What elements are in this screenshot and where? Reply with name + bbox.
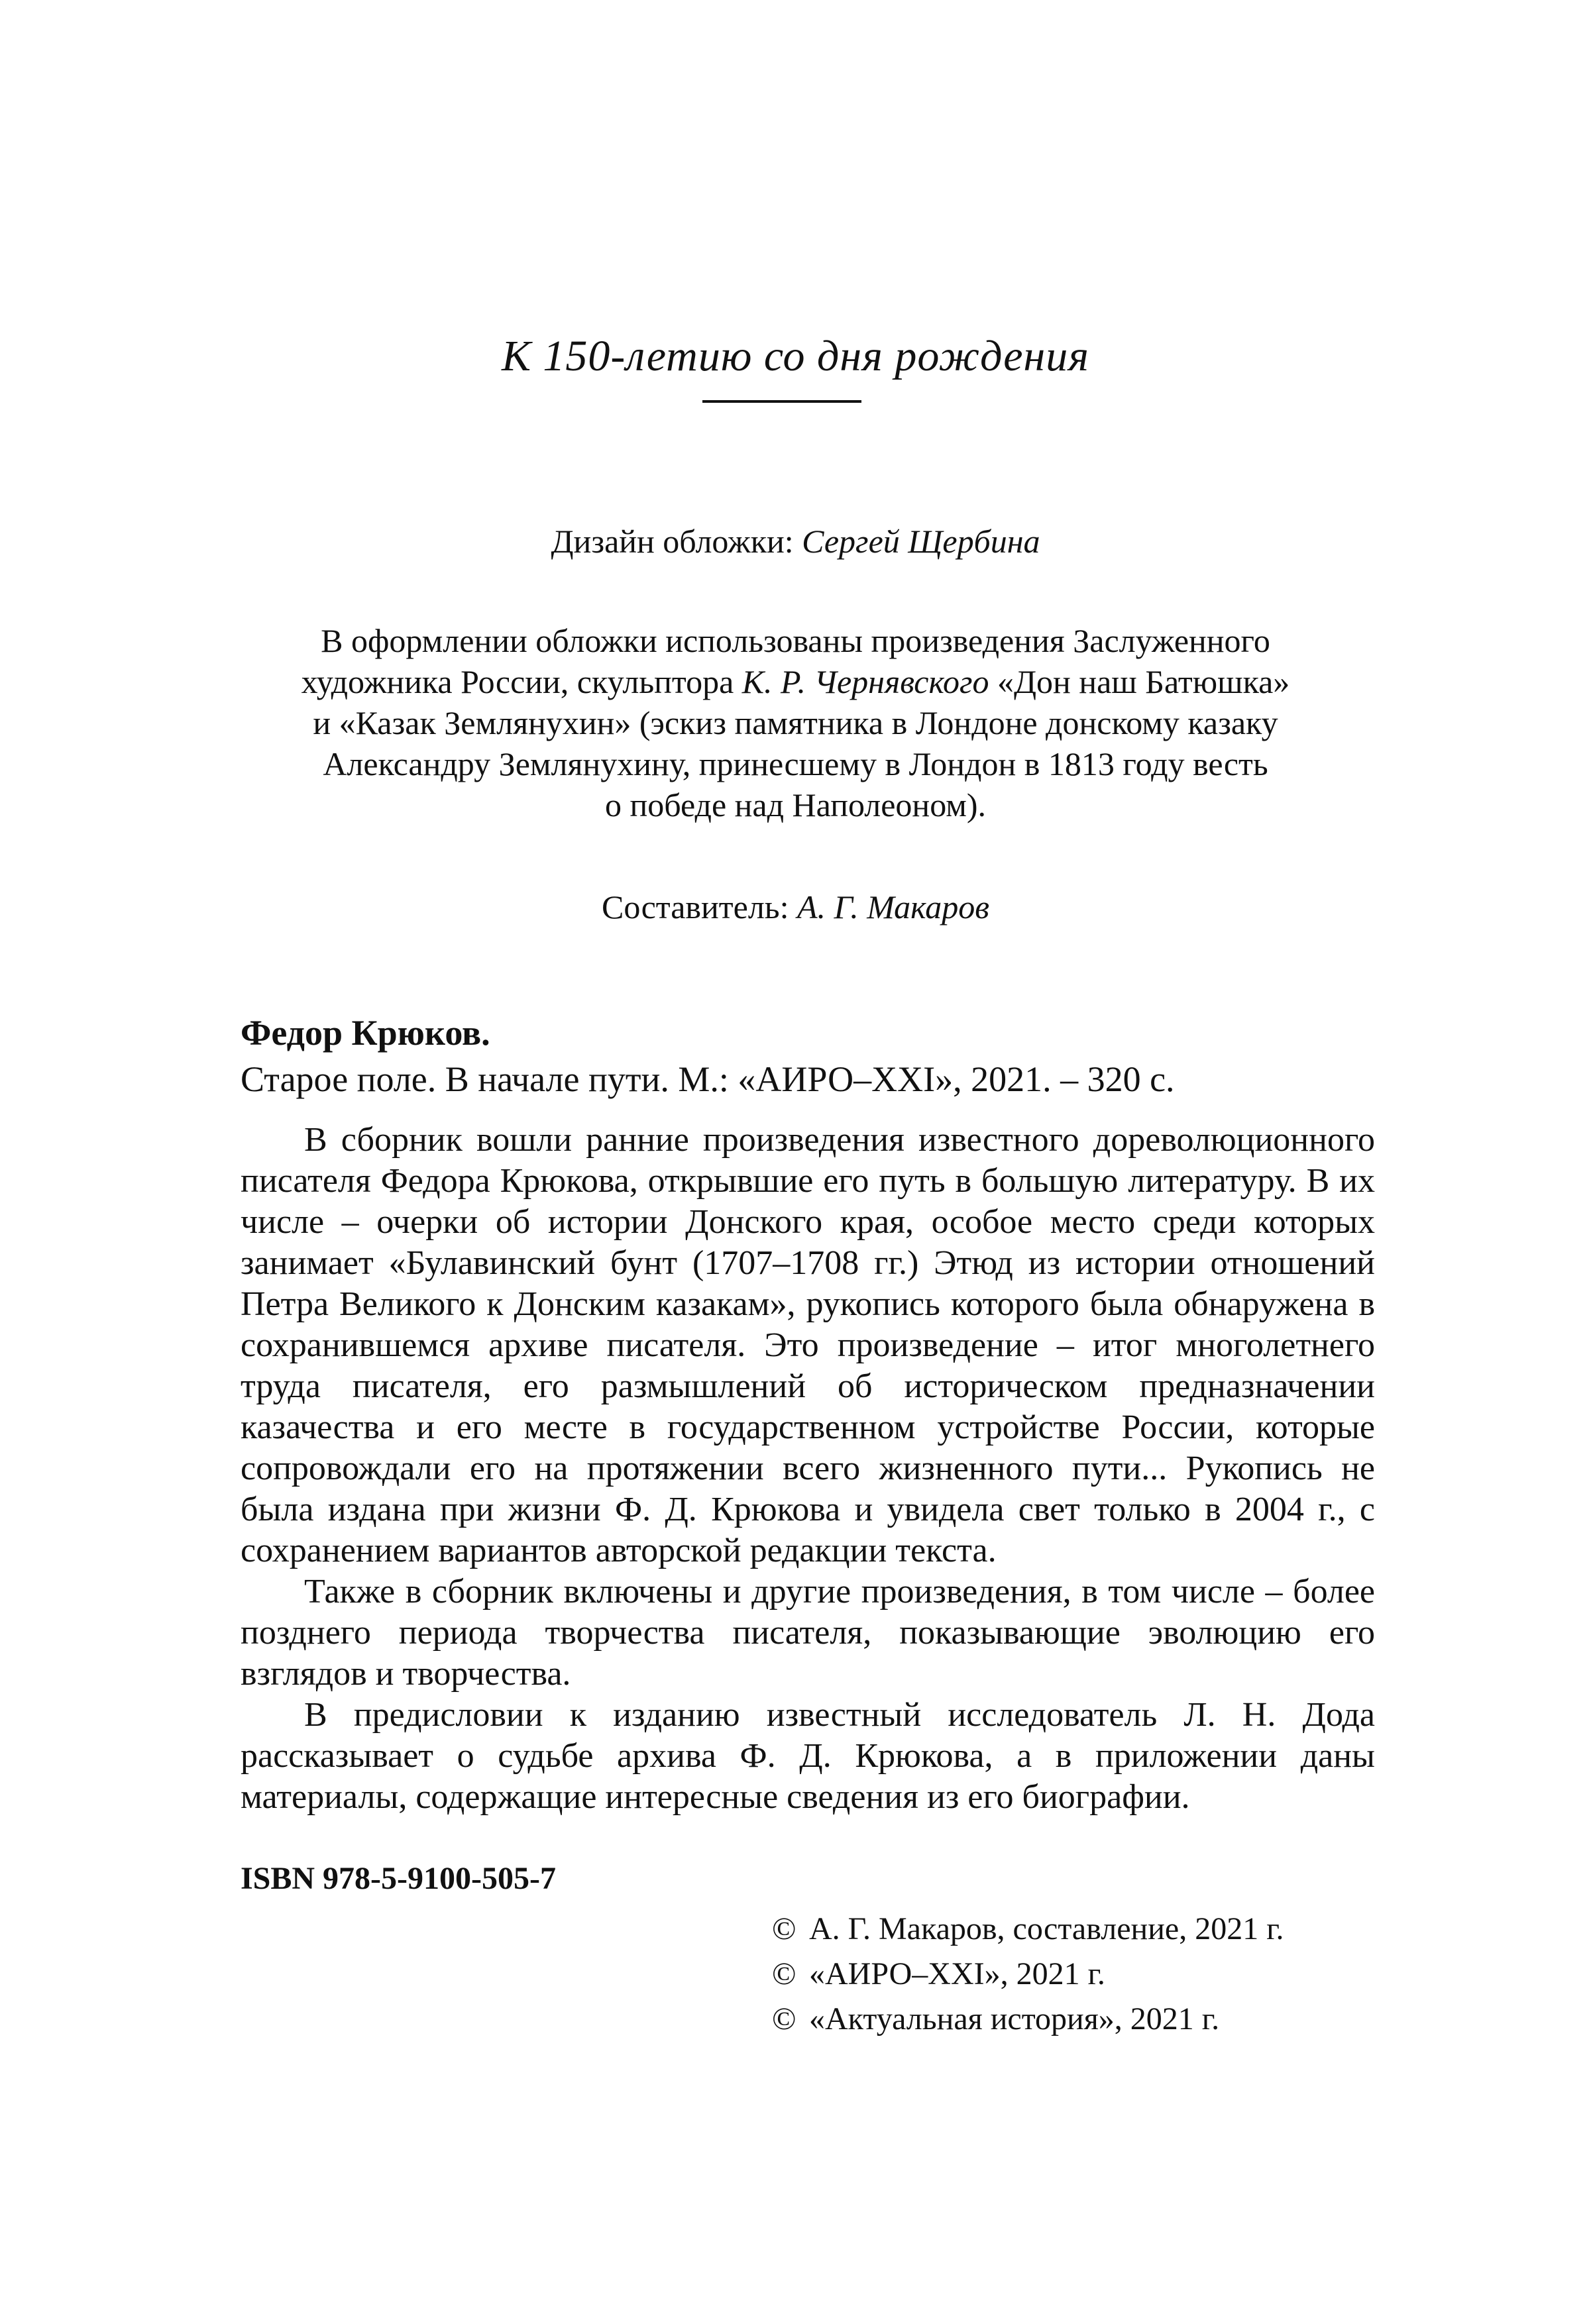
copyright-symbol: ©: [772, 1911, 796, 1946]
author-name: Федор Крюков.: [241, 1013, 490, 1053]
isbn: ISBN 978-5-9100-505-7: [241, 1861, 556, 1896]
copyright-holder: «Актуальная история», 2021 г.: [809, 2001, 1220, 2036]
sculptor-name: К. Р. Чернявского: [741, 663, 989, 700]
copyright-line: [772, 1952, 1284, 1997]
dedication-divider: [702, 400, 861, 403]
cover-note-line: [0, 661, 1591, 702]
cover-design-label: Дизайн обложки:: [551, 523, 802, 560]
copyright-symbol: ©: [772, 1956, 796, 1991]
copyright-line: [772, 1997, 1284, 2042]
copyright-symbol: ©: [772, 2001, 796, 2036]
annotation-paragraph: Также в сборник включены и другие произведения, в том числе – более позднего периода творчества писателя, показывающие эволюцию его взглядов и творчества.: [241, 1573, 1375, 1693]
annotation: [241, 1120, 1375, 1818]
copyright-block: [772, 1907, 1284, 2042]
compiler-label: Составитель:: [601, 888, 797, 925]
cover-note-line: и «Казак Землянухин» (эскиз памятника в Лондоне донскому казаку: [313, 704, 1278, 741]
cover-note-line: о победе над Наполеоном).: [604, 786, 987, 823]
copyright-holder: А. Г. Макаров, составление, 2021 г.: [809, 1911, 1284, 1946]
annotation-paragraph: В предисловии к изданию известный исследователь Л. Н. Дода рассказывает о судьбе архива Ф. Д. Крюкова, а в приложении даны материалы, содержащие интересные сведения из его биографии.: [241, 1696, 1375, 1816]
copyright-holder: «АИРО–XXI», 2021 г.: [809, 1956, 1105, 1991]
compiler-name: А. Г. Макаров: [796, 888, 989, 925]
compiler-credit: [0, 888, 1591, 926]
cover-art-note: [0, 620, 1591, 825]
cover-design-credit: [0, 522, 1591, 560]
copyright-line: [772, 1907, 1284, 1952]
cover-note-text: художника России, скульптора: [301, 663, 742, 700]
bibliographic-record: Старое поле. В начале пути. М.: «АИРО–XXI», 2021. – 320 с.: [241, 1059, 1175, 1099]
cover-note-text: «Дон наш Батюшка»: [989, 663, 1290, 700]
cover-designer-name: Сергей Щербина: [802, 523, 1040, 560]
cover-note-line: Александру Землянухину, принесшему в Лондон в 1813 году весть: [323, 745, 1268, 782]
annotation-paragraph: В сборник вошли ранние произведения известного дореволюционного писателя Федора Крюкова, открывшие его путь в большую литературу. В их числе – очерки об истории Донского края, особое место среди которых занимает «Булавинский бунт (1707–1708 гг.) Этюд из истории отношений Петра Великого к Донским казакам», рукопись которого была обнаружена в сохранившемся архиве писателя. Это произведение – итог многолетнего труда писателя, его размышлений об историческом предназначении казачества и его месте в государственном устройстве России, которые сопровождали его на протяжении всего жизненного пути... Рукопись не была издана при жизни Ф. Д. Крюкова и увидела свет только в 2004 г., с сохранением вариантов авторской редакции текста.: [241, 1121, 1375, 1569]
cover-note-line: В оформлении обложки использованы произведения Заслуженного: [321, 622, 1270, 659]
dedication-heading: К 150-летию со дня рождения: [502, 332, 1089, 380]
